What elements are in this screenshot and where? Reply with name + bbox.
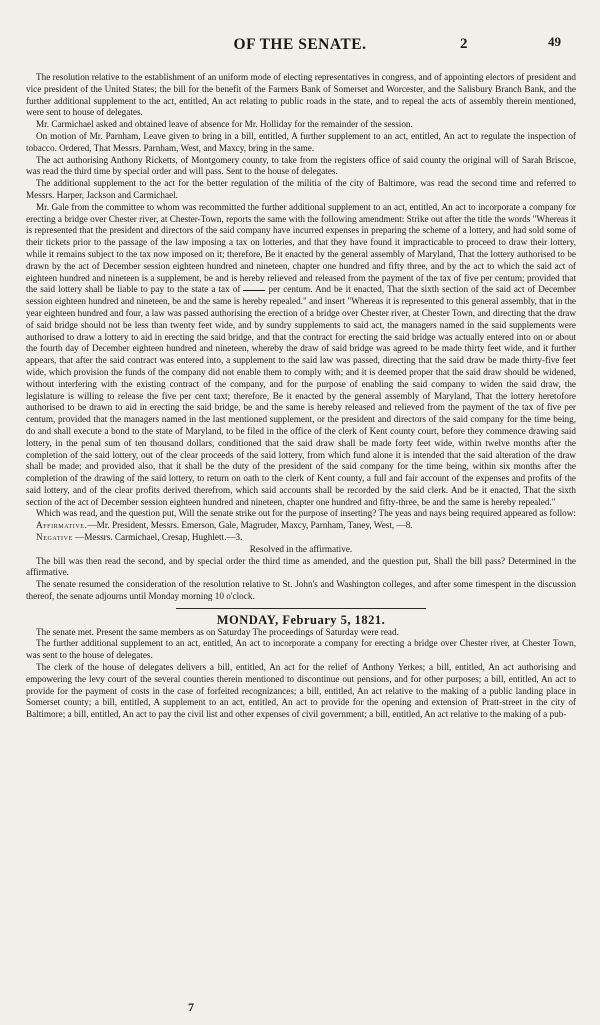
signature-mark: 2 — [460, 36, 468, 52]
vote-resolved: Resolved in the affirmative. — [249, 543, 353, 554]
paragraph-leave-of-absence: Mr. Carmichael asked and obtained leave of absence for Mr. Holliday for the remainder of the session. — [36, 119, 413, 130]
page-number: 49 — [548, 34, 561, 49]
page-header — [0, 30, 600, 58]
day-heading: MONDAY, February 5, 1821. — [216, 612, 386, 627]
paragraph-bill-passed: The bill was then read the second, and by special order the third time as amended, and the question put, Shall the bill pass? Determined in the affirmative. — [26, 555, 576, 578]
footer-signature: 7 — [188, 1000, 194, 1014]
paragraph-senate-met: The senate met. Present the same members as on Saturday The proceedings of Saturday were read. — [36, 626, 399, 637]
paragraph-bridge-bill-sent: The further additional supplement to an act, entitled, An act to incorporate a company for erecting a bridge over Chester river, at Chester Town, was sent to the house of delegates. — [26, 638, 576, 661]
journal-body — [26, 72, 576, 721]
paragraph-clerk-delivers: The clerk of the house of delegates delivers a bill, entitled, An act for the relief of Anthony Yerkes; a bill, entitled, An act authorising and empowering the levy court of the several counties therein mentioned to discontinue out pensions, and for other purposes; a bill, entitled, An act to provide for the payment of costs in the case of forfeited recognizances; a bill, entitled, An act relative to the making of a public landing place in Somerset county; a bill, entitled, A supplement to an act, entitled, An act to provide for the opening and extension of Pratt-street in the city of Baltimore; a bill, entitled, An act to pay the civil list and other expenses of civil government; a bill, entitled, An act relative to the making of a pub- — [26, 662, 576, 720]
section-divider — [176, 608, 426, 609]
paragraph-resolution: The resolution relative to the establishment of an uniform mode of electing representatives in congress, and of appointing electors of president and vice president of the United States; the bill for the benefit of the Farmers Bank of Somerset and Worcester, and the Salisbury Branch Bank, and the further additional supplement to the act, entitled, An act relating to public roads in the state, and to repeal the acts of assembly therein mentioned, were sent to house of delegates. — [26, 72, 576, 118]
negative-names: —Messrs. Carmichael, Cresap, Hughlett.—3. — [75, 532, 243, 543]
page-title: OF THE SENATE. — [233, 36, 367, 53]
paragraph-gale-amendment — [26, 202, 576, 509]
affirmative-names: —Mr. President, Messrs. Emerson, Gale, Magruder, Maxcy, Parnham, Taney, West, —8. — [87, 520, 413, 531]
amendment-text-part-2: per centum. And be it enacted, That the sixth section of the said act of December session eighteen hundred and nineteen, be and the same is hereby repealed." and insert "Whereas it is represented to this general assembly, that in the year eighteen hundred and four, a law was passed authorising the erection of a bridge over Chester river, at Chester Town, and directing that the draw of said bridge should not be less than twenty feet wide, and by sundry supplements to said act, the managers named in the said supplements were authorised to draw a lottery to aid in erecting the said bridge, and that the contract for erecting the said bridge was actually entered into on or about the fourth day of December eighteen hundred and nineteen, whereby the draw of said bridge was agreed to be made thirty feet wide, and it further appears, that after the said contract was entered into, a supplement to the said law was passed, directing that the said draw be made thirty-five feet wide, which provision the funds of the company did not enable them to comply with; and it is deemed proper that the said draw should be widened, without interfering with the existing contract of the company, and for the purpose of enabling the said company to widen the said draw, the legislature is willing to release the five per cent taxt; therefore, Be it enacted by the general assembly of Maryland, That the lottery heretofore authorised to be drawn to aid in erecting the said bridge, be and the same is hereby released and relieved from the payment of the tax of five per centum, provided that the managers named in the last mentioned supplement, or the president and directors of the said company for the time being, do and shall execute a bond to the state of Maryland, to be filed in the office of the clerk of Kent county court, before they commence drawing said lottery, in the penal sum of ten thousand dollars, conditioned that the said draw shall be made forty feet wide, within twelve months after the completion of the said lottery, out of the clear proceeds of the said lottery, from which fund alone it is intended that the said alteration of the draw shall be made; and provided also, that it shall be the duty of the president of the said company for the time being, within six months after the completion of the drawing of the said lottery, to return on oath to the clerk of Kent county, a full and fair account of the expenses and profits of the said lottery, and of the clear profits derived therefrom, which said accounts shall be recorded by the said clerk. And be it enacted, That the sixth section of the act of December session eighteen hundred and nineteen, chapter one hundred and fifty-three, be and the same is hereby repealed." — [26, 284, 576, 507]
affirmative-label: Affirmative. — [36, 520, 88, 531]
paragraph-adjourn: The senate resumed the consideration of the resolution relative to St. John's and Washington colleges, and after some timespent in the discussion thereof, the senate adjourns until Monday morning 10 o'clock. — [26, 579, 576, 602]
amendment-text-part-1: Mr. Gale from the committee to whom was recommitted the further additional supplement to an act, entitled, An act to incorporate a company for erecting a bridge over Chester river, at Chester-Town, reports the same with the following amendment: Strike out after the title the words "Whereas it is represented that the president and directors of the said company have incurred expenses in preparing the scheme of a lottery, and had sold some of their tickets prior to the passage of the law imposing a tax on lotteries, and that they have found it impracticable to proceed to draw their lottery, while it remains subject to the tax now imposed on it; therefore, Be it enacted by the general assembly of Maryland, That the lottery authorised to be drawn by the act of December session eighteen hundred and nineteen, chapter one hundred and fifty three, and by the act to which the said act of eighteen hundred and nineteen is a supplement, be and is hereby relieved and released from the payment of the tax of five per centum; provided that the said lottery shall be liable to pay to the state a tax of — [26, 201, 576, 295]
blank-line — [243, 289, 265, 291]
negative-label: Negative — [36, 532, 73, 543]
vote-negative — [26, 532, 576, 544]
paragraph-question-put: Which was read, and the question put, Will the senate strike out for the purpose of inserting? The yeas and nays being required appeared as follow: — [36, 508, 576, 519]
paragraph-militia-supplement: The additional supplement to the act for the better regulation of the militia of the city of Baltimore, was read the second time and referred to Messrs. Harper, Jackson and Carmichael. — [26, 178, 576, 200]
paragraph-motion-parnham: On motion of Mr. Parnham, Leave given to bring in a bill, entitled, A further supplement to an act, entitled, An act to regulate the inspection of tobacco. Ordered, That Messrs. Parnham, West, and Maxcy, bring in the same. — [26, 130, 576, 153]
paragraph-ricketts-act: The act authorising Anthony Ricketts, of Montgomery county, to take from the registers office of said county the original will of Sarah Briscoe, was read the third time by special order and will pass. Sent to the house of delegates. — [26, 154, 576, 177]
vote-affirmative — [26, 520, 576, 532]
